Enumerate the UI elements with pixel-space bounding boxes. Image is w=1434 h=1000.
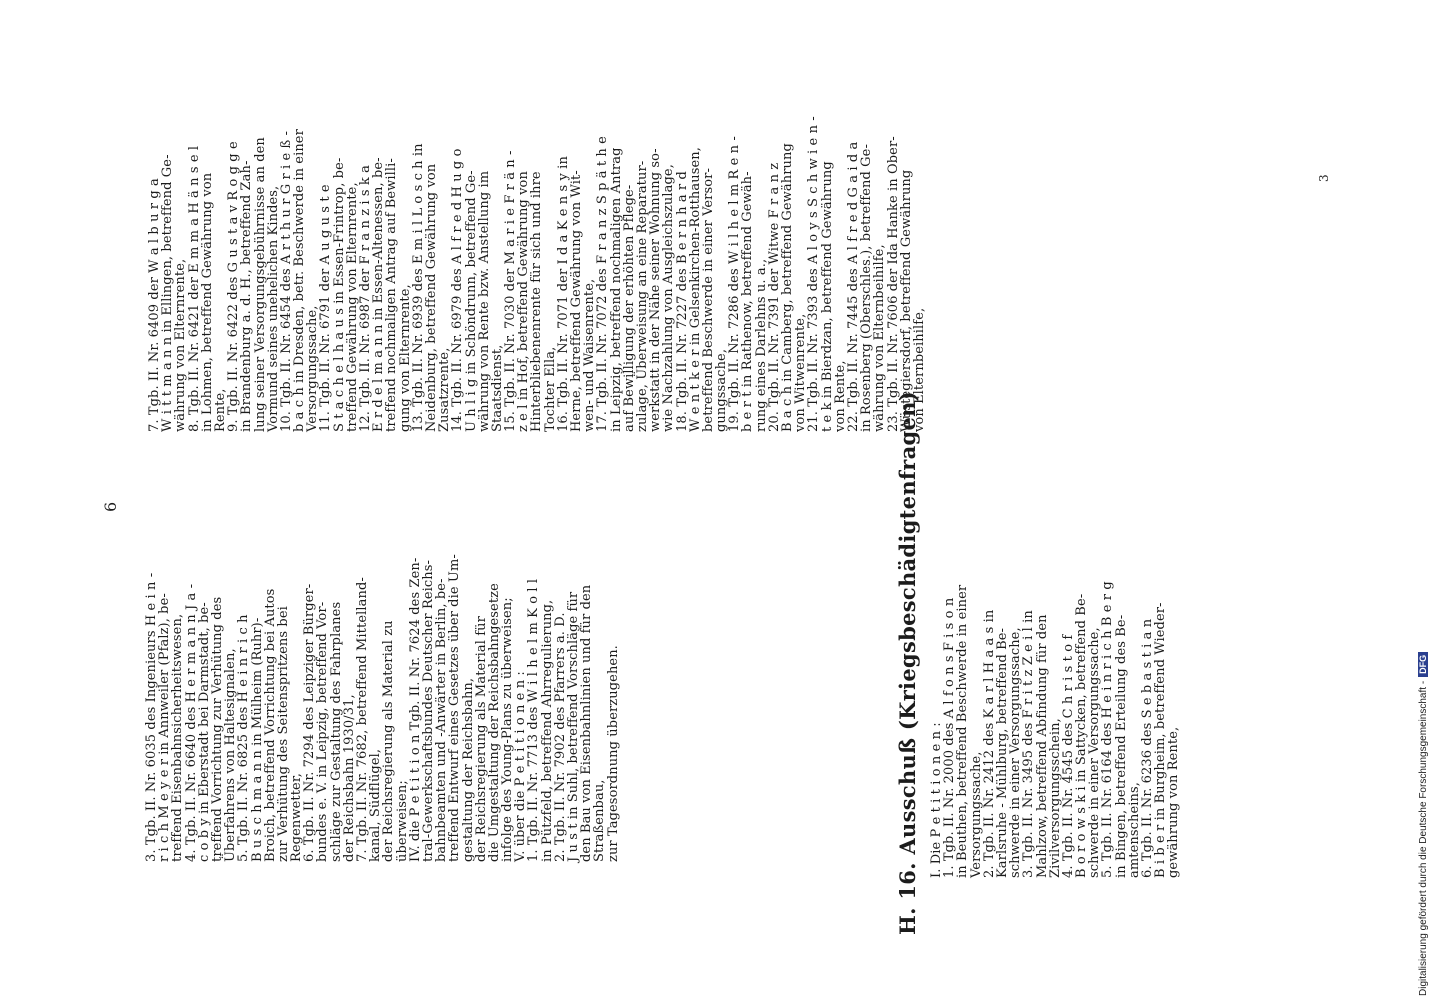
text-line: treffend Vorrichtung zur Verhütung des <box>209 596 225 862</box>
text-line: Tochter Ella, <box>542 346 558 432</box>
text-line: B i b e r in Burgheim, betreffend Wieder- <box>1153 602 1169 878</box>
text-line: 14. Tgb. II. Nr. 6979 des A l f r e d H u g o <box>450 148 466 432</box>
text-line: 13. Tgb. II. Nr. 6939 des E m i l L o s c h in <box>410 143 426 432</box>
credit-text: Digitalisierung gefördert durch die Deutsche Forschungsgemeinschaft - <box>1418 680 1429 996</box>
text-line: 17. Tgb. II. Nr. 7072 des F r a n z S p ä t h e <box>595 136 611 432</box>
text-line: Mahlzow, betreffend Abfindung für den <box>1034 614 1050 878</box>
text-line: 1. Tgb. II. Nr. 7713 des W i l h e l m K o l l <box>526 578 542 862</box>
text-line: gestaltung der Reichsbahn, <box>460 677 476 862</box>
text-line: in Bingen, betreffend Erteilung des Be- <box>1113 614 1129 878</box>
text-line: den Bau von Eisenbahnlinien und für den <box>579 584 595 862</box>
text-line: 22. Tgb. II. Nr. 7445 des A l f r e d G a i d a <box>845 141 861 432</box>
text-line: 4. Tgb. II. Nr. 6640 des H e r m a n n J a - <box>183 583 199 862</box>
text-line: B a c h in Camberg, betreffend Gewährung <box>780 143 795 432</box>
text-line: zur Verhütung des Seitenspritzens bei <box>275 606 291 862</box>
text-line: t e k in Bierdzan, betreffend Gewährung <box>819 161 835 432</box>
text-line: B u s c h m a n n in Mülheim (Ruhr)- <box>249 617 265 862</box>
text-line: in Brandenburg a. d. H., betreffend Zah- <box>239 160 255 432</box>
digitization-credit <box>1418 652 1429 996</box>
text-line: treffend Gewährung von Elternrente, <box>344 182 360 432</box>
text-line: von Witwenrente, <box>793 313 809 432</box>
text-line: treffend Entwurf eines Gesetzes über die Um- <box>447 554 463 862</box>
text-line: 6. Tgb. II. Nr. 6236 des S e b a s t i a n <box>1140 618 1155 878</box>
text-line: B o r o w s k i in Sattycken, betreffend Be- <box>1074 593 1090 878</box>
text-line: 7. Tgb. II. Nr. 7682, betreffend Mittelland- <box>355 577 370 862</box>
text-line: von Rente, <box>832 360 848 432</box>
text-line: Wüstegiersdorf, betreffend Gewährung <box>898 169 914 432</box>
text-line: in Beuthen, betreffend Beschwerde in einer <box>955 584 971 878</box>
text-line: auf Bewilligung der erhöhten Pflege- <box>621 184 637 432</box>
page-number-left: 6 <box>101 501 120 512</box>
text-line: c o b y in Eberstadt bei Darmstadt, be- <box>196 602 212 862</box>
text-line: 8. Tgb. II. Nr. 6421 der E m m a H ä n s e l <box>186 145 202 432</box>
text-line: gung von Elternrente, <box>397 284 413 432</box>
text-line: S t a c h e l h a u s in Essen-Frintrop, be- <box>331 157 347 432</box>
text-line: gewährung von Rente, <box>1166 726 1182 878</box>
text-line: Staatsdienst, <box>489 344 505 432</box>
text-line: zur Tagesordnung überzugehen. <box>605 645 621 862</box>
text-line: treffend nochmaligen Antrag auf Bewilli- <box>384 158 400 432</box>
text-line: in Pützfeld, betreffend Ahrregulierung, <box>539 599 555 862</box>
text-line: 10. Tgb. II. Nr. 6454 des A r t h u r G r i e ß - <box>278 130 294 432</box>
section-heading: H. 16. Ausschuß (Kriegsbeschädigtenfragen) <box>895 391 920 935</box>
text-line: 18. Tgb. II. Nr. 7227 des B e r n h a r d <box>674 171 690 432</box>
text-line: gungssache, <box>714 348 730 432</box>
text-line: Neidenburg, betreffend Gewährung von <box>423 163 439 432</box>
right-column <box>148 12 926 432</box>
text-line: rung eines Darlehns u. a., <box>753 258 769 432</box>
text-line: Regenwetter, <box>289 773 305 862</box>
text-line: Karlsruhe - Mühlburg, betreffend Be- <box>994 627 1010 878</box>
text-line: 19. Tgb. II. Nr. 7286 des W i l h e l m R e n - <box>727 136 743 432</box>
left-column-bottom <box>930 138 1181 878</box>
text-line: währung von Elternrente, <box>173 258 189 432</box>
text-line: Zusatzrente, <box>437 347 453 432</box>
text-line: 21. Tgb. II. Nr. 7393 des A l o y s S c h w i e n - <box>806 116 822 432</box>
text-line: 4. Tgb. II. Nr. 4545 des C h r i s t o f <box>1060 634 1076 878</box>
text-line: infolge des Young-Plans zu überweisen; <box>500 597 516 862</box>
text-line: in Lohmen, betreffend Gewährung von <box>199 172 215 432</box>
text-line: 9. Tgb. II. Nr. 6422 des G u s t a v R o g g e <box>226 141 242 432</box>
text-line: amtenscheins, <box>1126 781 1142 878</box>
text-line: werkstatt in der Nähe seiner Wohnung so- <box>648 148 664 432</box>
text-line: 5. Tgb. II. Nr. 6164 des H e i n r i c h B e r g <box>1100 581 1116 878</box>
text-line: in Leipzig, betreffend nochmaligen Antrag <box>608 147 624 432</box>
text-line: 5. Tgb. II. Nr. 6825 des H e i n r i c h <box>236 614 252 862</box>
text-line: Überfahrens von Haltesignalen, <box>223 648 239 862</box>
text-line: W e n t k e r in Gelsenkirchen-Rotthausen, <box>687 147 703 432</box>
text-line: von Elternbeihilfe, <box>911 307 927 432</box>
text-line: Herne, betreffend Gewährung von Wit- <box>569 170 584 432</box>
text-line: 3. Tgb. II. Nr. 3495 des F r i t z Z e i l in <box>1021 610 1037 878</box>
text-line: zulage, Überweisung an eine Reparatur- <box>634 160 650 432</box>
text-line: 12. Tgb. II. Nr. 6987 der F r a n z i s k a <box>358 165 373 432</box>
text-line: 6. Tgb. II. Nr. 7294 des Leipziger Bürger- <box>302 583 318 862</box>
text-line: b a c h in Dresden, betr. Beschwerde in einer <box>292 129 308 432</box>
text-line: U h l i g in Schöndrunn, betreffend Ge- <box>463 170 479 432</box>
text-line: 11. Tgb. II. Nr. 6791 der A u g u s t e <box>318 184 334 432</box>
text-line: 16. Tgb. II. Nr. 7071 der I d a K e n s y in <box>555 156 571 432</box>
text-line: der Reichsregierung als Material zu <box>381 620 397 862</box>
text-line: 7. Tgb. II. Nr. 6409 der W a l b u r g a <box>147 178 162 432</box>
text-line: die Umgestaltung der Reichsbahngesetze <box>486 583 502 862</box>
text-line: Straßenbau, <box>592 779 608 862</box>
text-line: J u s t in Suhl, betreffend Vorschläge für <box>566 591 581 862</box>
text-line: wie Nachzahlung von Ausgleichszulage, <box>661 164 677 432</box>
text-line: W i t t m a n n in Ellingen, betreffend Ge- <box>160 154 176 432</box>
text-line: betreffend Beschwerde in einer Versor- <box>700 168 716 432</box>
text-line: währung von Rente bzw. Anstellung im <box>476 170 492 432</box>
text-line: Zivilversorgungsschein, <box>1047 718 1063 878</box>
page-number-right: 3 <box>1317 174 1331 182</box>
text-line: wen- und Waisenrente, <box>582 278 598 432</box>
text-line: Broich, betreffend Vorrichtung bei Autos <box>262 588 278 862</box>
text-line: währung von Elternbeihilfe, <box>872 244 888 432</box>
text-line: 2. Tgb. II. Nr. 7902 des Pfarrers a. D. <box>552 612 568 862</box>
text-line: treffend Eisenbahnsicherheitswesen, <box>170 613 186 862</box>
text-line: in Rosenberg (Oberschles.), betreffend Ge- <box>859 144 875 432</box>
text-line: b e r t in Rathenow, betreffend Gewäh- <box>740 171 756 432</box>
text-line: Versorgungssache, <box>968 751 984 878</box>
text-line: bahnbeamten und -Anwärter in Berlin, be- <box>434 578 450 862</box>
text-line: Vormund seines unehelichen Kindes, <box>265 185 281 432</box>
text-line: lung seiner Versorgungsgebührnisse an den <box>252 137 268 432</box>
text-line: der Reichsregierung als Material für <box>473 616 489 862</box>
text-line: 20. Tgb. II. Nr. 7391 der Witwe F r a n z <box>766 162 782 432</box>
text-line: Rente, <box>212 388 228 432</box>
text-line: tral-Gewerkschaftsbundes Deutscher Reichs- <box>420 559 436 862</box>
text-line: Hinterbliebenenrente für sich und ihre <box>529 171 545 432</box>
text-line: der Reichsbahn 1930/31, <box>341 694 357 862</box>
dfg-logo: DFG <box>1418 652 1428 677</box>
text-line: I. Die P e t i t i o n e n : <box>929 722 944 878</box>
text-line: z e l in Hof, betreffend Gewährung von <box>516 171 532 432</box>
text-line: 23. Tgb. II. Nr. 7606 der Ida Hanke in Ober- <box>885 136 901 432</box>
text-line: überweisen; <box>394 780 410 862</box>
text-line: kanal, Südflügel, <box>368 748 384 862</box>
text-line: Versorgungssache, <box>305 305 321 432</box>
text-line: schläge zur Gestaltung des Fahrplanes <box>328 601 344 862</box>
text-line: bundes e. V. in Leipzig, betreffend Vor- <box>315 601 331 862</box>
text-line: 15. Tgb. II. Nr. 7030 der M a r i e F r ä n - <box>503 150 519 432</box>
text-line: r i c h M e y e r in Annweiler (Pfalz), be- <box>157 593 173 862</box>
text-line: 3. Tgb. II. Nr. 6035 des Ingenieurs H e i n - <box>144 572 159 862</box>
text-line: IV. die P e t i t i o n Tgb. II. Nr. 7624 des Zen- <box>407 557 423 862</box>
text-line: 1. Tgb. II. Nr. 2000 des A l f o n s F i s o n <box>942 597 958 878</box>
text-line: V. über die P e t i t i o n e n : <box>513 671 529 862</box>
text-line: schwerde in einer Versorgungssache, <box>1008 627 1024 878</box>
text-line: 2. Tgb. II. Nr. 2412 des K a r l H a a s in <box>981 609 997 878</box>
text-line: E r d e l m a n n in Essen-Altenessen, be- <box>371 157 387 432</box>
text-line: schwerde in einer Versorgungssache, <box>1087 627 1103 878</box>
